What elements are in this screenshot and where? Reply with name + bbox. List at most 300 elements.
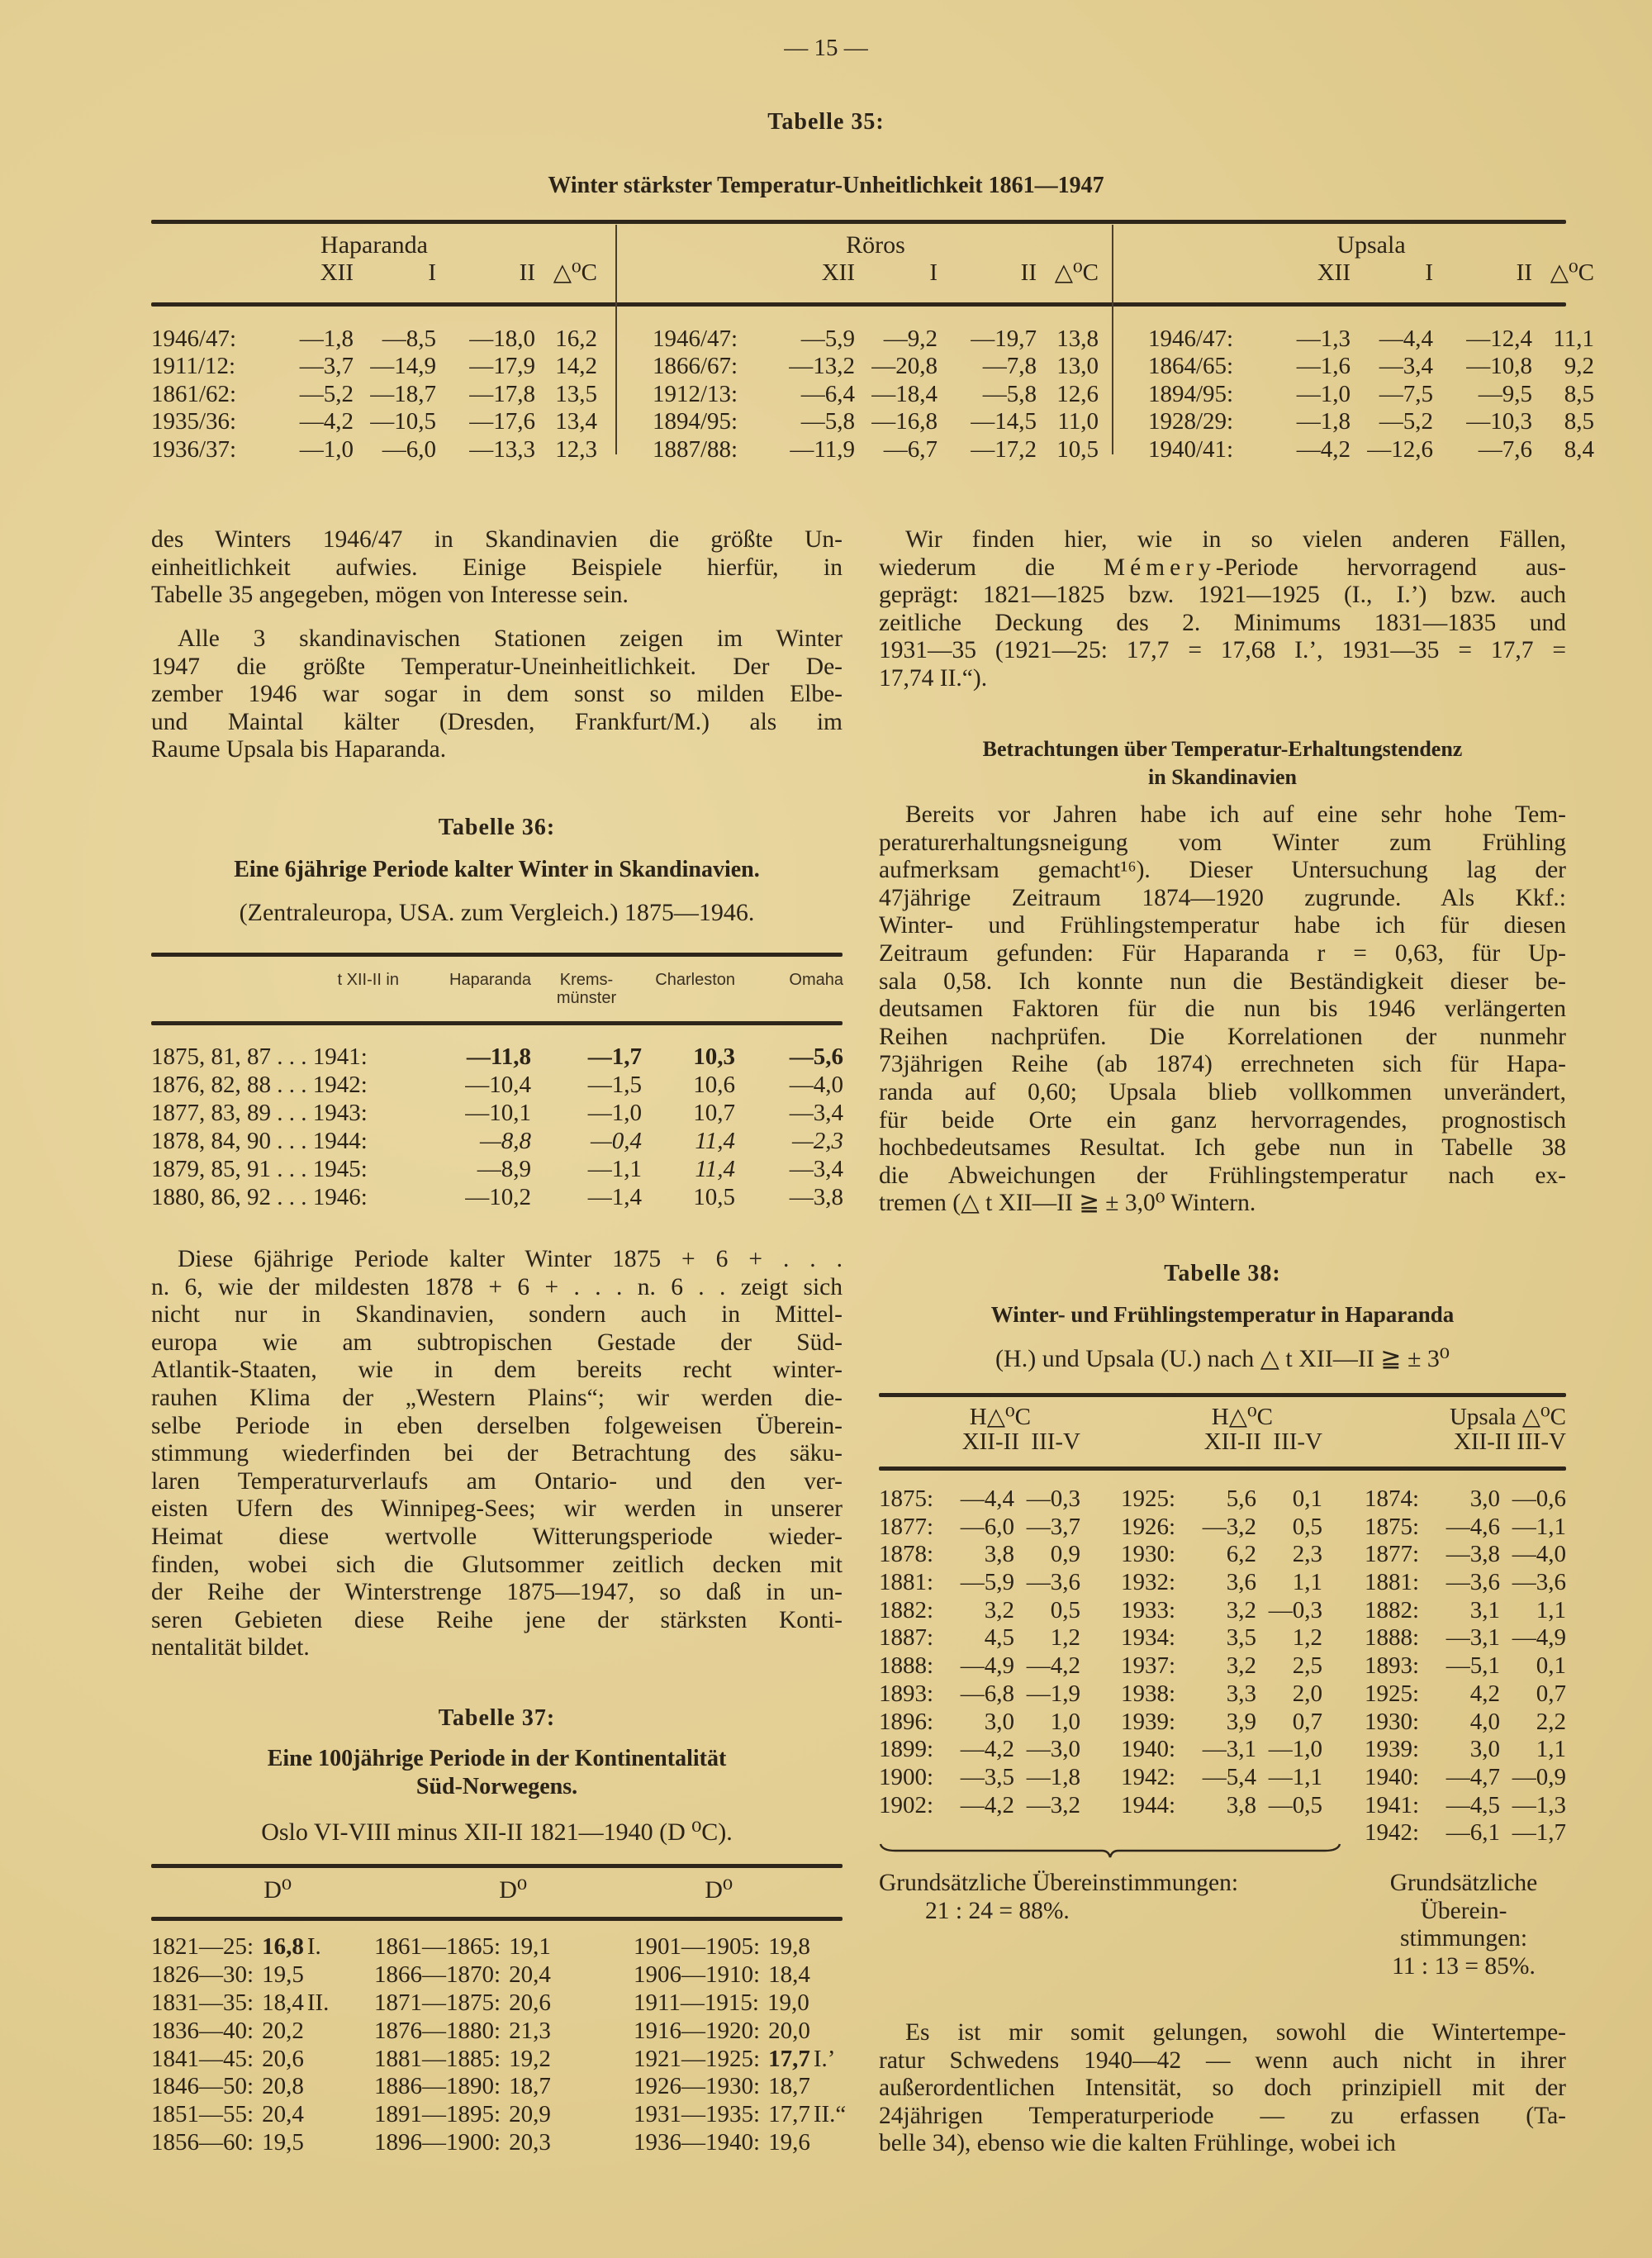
table-cell: 1882:	[879, 1596, 934, 1623]
text-line: Alle 3 skandinavischen Stationen zeigen im Winter	[178, 625, 843, 652]
table-cell: 3,8	[1226, 1791, 1256, 1818]
table-cell: 1877:	[879, 1513, 934, 1540]
table-cell: —17,8	[469, 380, 535, 407]
table-row	[634, 1989, 846, 2018]
title-line: Eine 100jährige Periode in der Kontinentalität	[267, 1746, 727, 1771]
table-cell: —19,7	[971, 325, 1037, 352]
table-row	[879, 1680, 1080, 1709]
table-row	[374, 2046, 554, 2074]
text-fragment: Mémery	[1103, 554, 1216, 581]
table-row	[634, 2101, 846, 2129]
table-cell: —4,2	[1296, 435, 1351, 463]
value: 21,3	[509, 2017, 551, 2044]
value: 20,6	[509, 1989, 551, 2016]
table-cell: 1930:	[1365, 1708, 1420, 1735]
table-cell: 12,6	[1056, 380, 1099, 407]
column-header: I	[1425, 259, 1433, 286]
station-name: Haparanda	[320, 231, 428, 259]
text-line: nicht nur in Skandinavien, sondern auch in Mittel-	[151, 1301, 843, 1329]
table-cell: —4,2	[960, 1791, 1014, 1818]
table-cell: 13,0	[1056, 353, 1099, 380]
value: 20,9	[509, 2101, 551, 2128]
text-line: sala 0,58. Ich konnte nun die Beständigkeit dieser be-	[879, 967, 1566, 995]
table-row	[879, 1541, 1080, 1569]
table-row	[879, 1764, 1080, 1792]
table-cell: 3,2	[984, 1596, 1014, 1623]
table38-subtitle: (H.) und Upsala (U.) nach △ t XII—II ≧ ± 3⁰	[995, 1345, 1450, 1372]
table-cell: —5,9	[800, 325, 855, 352]
table-cell: —7,8	[982, 353, 1037, 380]
table-row	[1365, 1514, 1566, 1542]
table-cell: —3,1	[1202, 1736, 1256, 1763]
table-cell: 1887/88:	[653, 435, 738, 463]
table-row	[151, 2018, 329, 2046]
table-row	[653, 381, 1099, 409]
table-cell: 0,5	[1292, 1513, 1322, 1540]
table-cell: —1,1	[1512, 1513, 1566, 1540]
right-paragraph-3	[879, 2019, 1566, 2158]
table-cell: 0,9	[1050, 1541, 1080, 1568]
period: 1891—1895:	[374, 2101, 501, 2128]
value: 20,2	[262, 2017, 304, 2044]
table-cell: —9,5	[1478, 380, 1532, 407]
table-cell: 1946/47:	[653, 325, 738, 352]
table-cell: 1878, 84, 90 . . . 1944:	[151, 1128, 368, 1154]
table-cell: 1893:	[1365, 1652, 1420, 1680]
table35-divider	[615, 225, 617, 454]
table-row	[1121, 1624, 1322, 1652]
period: 1856—60:	[151, 2129, 254, 2156]
text-line: Diese 6jährige Periode kalter Winter 1875 + 6 + . . .	[178, 1246, 843, 1272]
table-cell: —20,8	[871, 353, 938, 380]
table-cell: 13,5	[555, 380, 597, 407]
table36-title: Eine 6jährige Periode kalter Winter in Skandinavien.	[234, 857, 760, 882]
table-row	[1148, 326, 1594, 354]
column-header: Omaha	[789, 971, 843, 989]
table-cell: —4,6	[1446, 1513, 1500, 1540]
table-row	[1121, 1680, 1322, 1709]
table-row	[151, 1183, 843, 1211]
table36-body	[151, 1043, 843, 1211]
table-cell: —10,3	[1466, 408, 1532, 435]
text-line: stimmung wiederfinden bei der Betrachtung des säku-	[151, 1440, 843, 1467]
table-row	[1365, 1486, 1566, 1514]
table36-label: Tabelle 36:	[438, 815, 556, 840]
table-cell: —0,3	[1026, 1486, 1080, 1512]
left-paragraph-1	[151, 526, 843, 610]
table-cell: —1,1	[587, 1156, 642, 1182]
table-row	[1121, 1541, 1322, 1569]
table-cell: —1,8	[1026, 1763, 1080, 1790]
table-cell: —18,0	[469, 325, 535, 352]
period: 1936—1940:	[634, 2129, 761, 2156]
table-cell: 0,5	[1050, 1596, 1080, 1623]
text-line: Atlantik-Staaten, wie in dem bereits recht winter-	[151, 1357, 843, 1384]
table-cell: —3,2	[1026, 1791, 1080, 1818]
value: 19,5	[262, 1961, 304, 1988]
table-cell: —3,4	[789, 1156, 843, 1182]
table-row	[653, 353, 1099, 381]
period: 1841—45:	[151, 2045, 254, 2072]
table-cell: 1899:	[879, 1736, 934, 1763]
table38-rows	[1365, 1486, 1566, 1847]
table-cell: —17,9	[469, 353, 535, 380]
note: II.“	[813, 2101, 847, 2128]
table38-title: Winter- und Frühlingstemperatur in Haparanda	[990, 1302, 1455, 1327]
table-cell: —1,9	[1026, 1680, 1080, 1707]
group-subheader: XII-II III-V	[1453, 1428, 1566, 1455]
table-row	[1365, 1624, 1566, 1652]
table-cell: 1893:	[879, 1680, 934, 1707]
table-cell: 1879, 85, 91 . . . 1945:	[151, 1156, 368, 1182]
text-line: 17,74 II.“).	[879, 664, 988, 692]
table-cell: 8,5	[1564, 380, 1594, 407]
table-row	[1365, 1819, 1566, 1847]
table-cell: 1900:	[879, 1763, 934, 1790]
table-cell: 12,3	[555, 435, 597, 463]
table-cell: —0,3	[1268, 1596, 1322, 1623]
conclusion-line: Überein-	[1420, 1897, 1507, 1924]
left-paragraph-3	[151, 1246, 843, 1662]
conclusion-line: 21 : 24 = 88%.	[925, 1897, 1070, 1924]
table-cell: —1,3	[1296, 325, 1351, 352]
table-cell: 11,4	[695, 1128, 735, 1154]
station-röros	[653, 231, 1099, 464]
table35-rows	[1148, 326, 1594, 464]
blank-cell	[1148, 259, 1272, 288]
table-cell: 11,0	[1057, 408, 1099, 435]
table-cell: —3,7	[1026, 1513, 1080, 1540]
text-line: 73jährigen Reihe (ab 1874) errechneten sich für Hapa-	[879, 1051, 1566, 1078]
table-cell: —3,0	[1026, 1736, 1080, 1763]
table-cell: 6,2	[1226, 1541, 1256, 1568]
table-row	[1365, 1569, 1566, 1597]
table-cell: 4,5	[984, 1624, 1014, 1652]
column-header: D⁰	[705, 1876, 733, 1904]
conclusion-right	[1361, 1870, 1566, 1980]
table-cell: 1940:	[1365, 1763, 1420, 1790]
table-cell: —1,7	[587, 1043, 642, 1070]
table-cell: 1864/65:	[1148, 353, 1234, 380]
table-cell: —6,1	[1446, 1819, 1500, 1847]
table-cell: —18,4	[871, 380, 938, 407]
table-cell: 1,2	[1292, 1624, 1322, 1652]
table-cell: —4,7	[1446, 1763, 1500, 1790]
table-row	[151, 326, 597, 354]
table-cell: 9,2	[1564, 353, 1594, 380]
text-line: Wir finden hier, wie in so vielen anderen Fällen,	[905, 526, 1566, 553]
table-cell: 3,8	[984, 1541, 1014, 1568]
text-line: Heimat diese wertvolle Witterungsperiode wieder-	[151, 1523, 843, 1550]
table-cell: —2,3	[791, 1128, 843, 1154]
left-paragraph-2	[151, 625, 843, 764]
table-cell: —14,9	[370, 353, 436, 380]
period: 1866—1870:	[374, 1961, 501, 1988]
table36-top-rule	[151, 953, 843, 957]
period: 1881—1885:	[374, 2045, 501, 2072]
table-cell: 2,3	[1292, 1541, 1322, 1568]
period: 1831—35:	[151, 1989, 254, 2016]
table-cell: 1926:	[1121, 1513, 1176, 1540]
table-cell: 1878:	[879, 1541, 934, 1568]
text-line: Bereits vor Jahren habe ich auf eine sehr hohe Tem-	[905, 801, 1566, 828]
column-header: I	[428, 259, 436, 286]
table-cell: 11,4	[695, 1156, 735, 1182]
text-line: europa wie am subtropischen Gestade der Süd-	[151, 1329, 843, 1356]
table-cell: 1935/36:	[151, 408, 237, 435]
table-cell: —7,6	[1478, 435, 1532, 463]
table-cell: —8,8	[479, 1128, 531, 1154]
table-cell: —5,6	[789, 1043, 843, 1070]
table-row	[151, 408, 597, 436]
table-row	[151, 2129, 329, 2157]
table-cell: 1902:	[879, 1791, 934, 1818]
table38-group	[1365, 1405, 1566, 1847]
table-cell: —5,1	[1446, 1652, 1500, 1680]
table-row	[1365, 1736, 1566, 1764]
value: 18,7	[509, 2073, 551, 2100]
table-cell: —1,8	[299, 325, 354, 352]
table-row	[879, 1624, 1080, 1652]
table-cell: 10,6	[693, 1072, 735, 1098]
value: 20,6	[262, 2045, 304, 2072]
table38-rows	[1121, 1486, 1322, 1819]
value: 18,7	[768, 2073, 810, 2100]
text-line: finden, wobei sich die Glutsommer zeitlich decken mit	[151, 1551, 843, 1578]
table-cell: 3,2	[1226, 1596, 1256, 1623]
table-cell: —3,5	[960, 1763, 1014, 1790]
right-paragraph-1	[879, 526, 1566, 693]
table-cell: —5,8	[982, 380, 1037, 407]
group-header: Upsala △⁰C	[1449, 1404, 1566, 1430]
table-cell: —4,2	[1026, 1652, 1080, 1680]
table-cell: —17,2	[971, 435, 1037, 463]
table-cell: 11,1	[1553, 325, 1594, 352]
table-cell: —0,6	[1512, 1486, 1566, 1512]
table-cell: 1928/29:	[1148, 408, 1234, 435]
table-row	[634, 1961, 846, 1989]
table-row	[151, 1127, 843, 1155]
period: 1876—1880:	[374, 2017, 501, 2044]
text-line: Es ist mir somit gelungen, sowohl die Wintertempe-	[905, 2019, 1566, 2046]
table37-subtitle: Oslo VI-VIII minus XII-II 1821—1940 (D ⁰C).	[261, 1818, 733, 1846]
table-cell: —1,0	[1296, 380, 1351, 407]
column-header: XII	[821, 259, 855, 286]
table-cell: 13,4	[555, 408, 597, 435]
table-cell: —5,9	[960, 1569, 1014, 1596]
table-row	[1365, 1652, 1566, 1680]
table-cell: —1,4	[587, 1184, 642, 1210]
table-cell: —11,9	[790, 435, 855, 463]
table-row	[879, 1736, 1080, 1764]
table-cell: —16,8	[871, 408, 938, 435]
text-line: einheitlichkeit aufwies. Einige Beispiele hierfür, in	[151, 554, 843, 581]
table-cell: 1930:	[1121, 1541, 1176, 1568]
column-header: t XII-II in	[337, 971, 399, 989]
station-name: Upsala	[1336, 231, 1406, 259]
table-cell: —6,7	[883, 435, 938, 463]
note: I.	[306, 1933, 321, 1960]
conclusion-line: Grundsätzliche	[1389, 1870, 1538, 1896]
column-header: I	[929, 259, 938, 286]
conclusion-line: 11 : 13 = 85%.	[1392, 1952, 1536, 1980]
text-line: randa auf 0,60; Upsala blieb vollkommen unverändert,	[879, 1078, 1566, 1105]
table-row	[1148, 408, 1594, 436]
table-cell: 10,5	[693, 1184, 735, 1210]
table-cell: 2,0	[1292, 1680, 1322, 1707]
table-cell: 1880, 86, 92 . . . 1946:	[151, 1184, 368, 1210]
table-cell: 8,5	[1564, 408, 1594, 435]
table-cell: —14,5	[971, 408, 1037, 435]
table-row	[1121, 1709, 1322, 1737]
period: 1901—1905:	[634, 1933, 761, 1960]
text-line: die Abweichungen der Frühlingstemperatur nach ex-	[879, 1162, 1566, 1189]
table-cell: —3,8	[1446, 1541, 1500, 1568]
title-line: Süd-Norwegens.	[415, 1774, 578, 1799]
table-cell: —4,4	[960, 1486, 1014, 1512]
column-header: XII	[1317, 259, 1351, 286]
table-cell: 1934:	[1121, 1624, 1176, 1652]
period: 1871—1875:	[374, 1989, 501, 2016]
table-row	[879, 1597, 1080, 1625]
table-row	[151, 381, 597, 409]
table-row	[879, 1792, 1080, 1820]
table-cell: —4,5	[1446, 1791, 1500, 1818]
station-upsala	[1148, 231, 1594, 464]
period: 1861—1865:	[374, 1933, 501, 1960]
period: 1846—50:	[151, 2073, 254, 2100]
table37-column	[151, 1933, 329, 2157]
column-header: △⁰C	[1054, 259, 1099, 286]
table-row	[151, 436, 597, 464]
blank-cell	[653, 259, 776, 288]
table-cell: —6,4	[800, 380, 855, 407]
table35-top-rule	[151, 220, 1566, 224]
text-line: deutsamen Faktoren für die nun bis 1946 verlängerten	[879, 996, 1566, 1023]
table37-title	[151, 1745, 843, 1801]
table-cell: —1,0	[1268, 1736, 1322, 1763]
text-fragment: wiederum die	[879, 554, 1104, 581]
conclusion-left	[879, 1870, 1238, 1925]
conclusion-line: Grundsätzliche Übereinstimmungen:	[879, 1870, 1239, 1896]
table-cell: 1,2	[1050, 1624, 1080, 1652]
table-cell: —6,0	[382, 435, 436, 463]
table-row	[634, 2046, 846, 2074]
table-row	[1148, 436, 1594, 464]
table-row	[879, 1569, 1080, 1597]
table-cell: —13,2	[789, 353, 855, 380]
table-row	[1148, 353, 1594, 381]
table35-rows	[653, 326, 1099, 464]
table-cell: 1941:	[1365, 1791, 1420, 1818]
table-cell: 3,0	[1469, 1486, 1500, 1512]
table-row	[374, 2129, 554, 2157]
value: 19,8	[768, 1933, 810, 1960]
table-cell: —8,9	[477, 1156, 531, 1182]
value: 20,4	[262, 2101, 304, 2128]
table38-group	[1121, 1405, 1322, 1819]
table-row	[374, 1961, 554, 1989]
table-cell: 10,3	[693, 1043, 735, 1070]
table-row	[879, 1652, 1080, 1680]
table-row	[1121, 1764, 1322, 1792]
table-cell: —1,0	[299, 435, 354, 463]
table-row	[1121, 1597, 1322, 1625]
period: 1851—55:	[151, 2101, 254, 2128]
table-cell: 1932:	[1121, 1569, 1176, 1596]
text-line: aufmerksam gemacht¹⁶). Dieser Untersuchung lag der	[879, 857, 1566, 884]
table-cell: 1940/41:	[1148, 435, 1234, 463]
table-row	[151, 2101, 329, 2129]
table-row	[634, 2018, 846, 2046]
table-cell: 1933:	[1121, 1596, 1176, 1623]
column-header: II	[1020, 259, 1037, 286]
table38-group	[879, 1405, 1080, 1819]
table-row	[1365, 1541, 1566, 1569]
period: 1911—1915:	[634, 1989, 759, 2016]
period: 1836—40:	[151, 2017, 254, 2044]
table-cell: 1,1	[1292, 1569, 1322, 1596]
table-cell: —10,2	[465, 1184, 531, 1210]
text-line: 1931—35 (1921—25: 17,7 = 17,68 I.’, 1931—35 = 17,7 =	[879, 637, 1566, 664]
table-cell: 3,3	[1226, 1680, 1256, 1707]
table-cell: 1911/12:	[151, 353, 236, 380]
table38-top-rule	[879, 1393, 1566, 1397]
table-cell: 1882:	[1365, 1596, 1420, 1623]
text-line: nentalität bildet.	[151, 1634, 310, 1661]
table-cell: 3,6	[1226, 1569, 1256, 1596]
table-cell: 0,7	[1292, 1708, 1322, 1735]
text-line: selbe Periode in eben derselben folgeweisen Überein-	[151, 1412, 843, 1439]
table-cell: —0,4	[590, 1128, 642, 1154]
table-cell: 3,0	[1469, 1736, 1500, 1763]
table-cell: 3,0	[984, 1708, 1014, 1735]
text-line: peraturerhaltungsneigung vom Winter zum Frühling	[879, 829, 1566, 856]
table35-divider	[1112, 225, 1113, 454]
table-cell: 0,7	[1536, 1680, 1566, 1707]
table-cell: —9,2	[883, 325, 938, 352]
table-cell: 1,0	[1050, 1708, 1080, 1735]
table38-label: Tabelle 38:	[1164, 1261, 1281, 1286]
table-cell: —4,2	[960, 1736, 1014, 1763]
group-subheader: XII-II III-V	[961, 1428, 1080, 1455]
table-cell: —12,4	[1466, 325, 1532, 352]
text-line: rauhen Klima der „Western Plains“; wir werden die-	[151, 1384, 843, 1411]
value: 19,6	[768, 2129, 810, 2156]
table-cell: 13,8	[1056, 325, 1099, 352]
column-header: Krems- münster	[556, 971, 617, 1007]
table-cell: —4,0	[1512, 1541, 1566, 1568]
text-line	[879, 554, 1566, 582]
table37-column	[634, 1933, 846, 2157]
table-row	[879, 1514, 1080, 1542]
table-cell: 0,1	[1292, 1486, 1322, 1512]
text-line: 24jährigen Temperaturperiode — zu erfassen (Ta-	[879, 2102, 1566, 2129]
table-cell: —6,0	[960, 1513, 1014, 1540]
table-row	[1365, 1680, 1566, 1709]
table-cell: 1881:	[879, 1569, 934, 1596]
value: 20,0	[768, 2017, 810, 2044]
table-cell: 2,2	[1536, 1708, 1566, 1735]
table36-header-rule	[151, 1021, 843, 1025]
period: 1931—1935:	[634, 2101, 761, 2128]
table-cell: 1946/47:	[151, 325, 237, 352]
table-row	[634, 2129, 846, 2157]
column-header: II	[519, 259, 535, 286]
table-cell: 1925:	[1365, 1680, 1420, 1707]
table-cell: 1888:	[1365, 1624, 1420, 1652]
column-header: D⁰	[263, 1876, 292, 1904]
